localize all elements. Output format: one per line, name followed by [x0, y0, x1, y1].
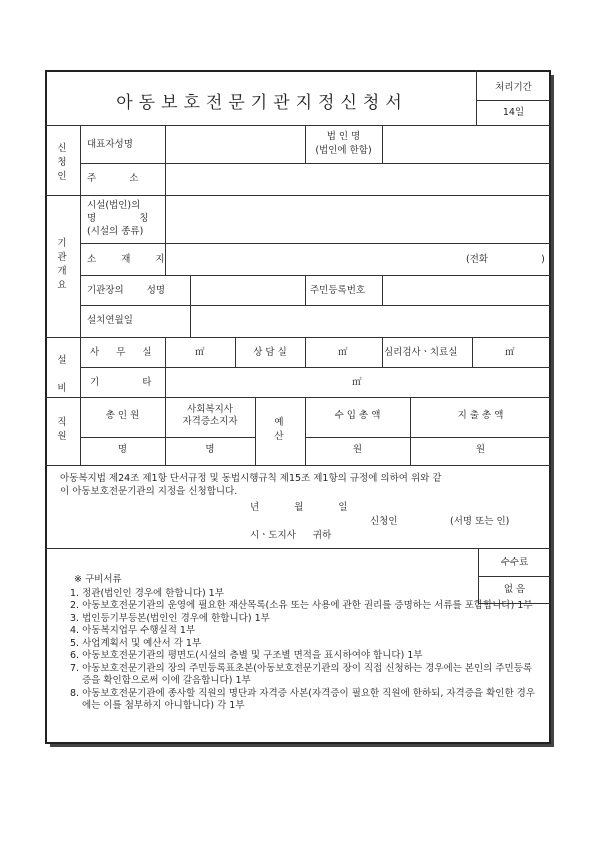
document-item-4: 4. 아동복지업무 수행실적 1부: [70, 625, 196, 636]
processing-period-label: 처리기간: [495, 82, 532, 93]
staff-section-label: [56, 416, 70, 444]
social-worker-unit: 명: [205, 444, 215, 455]
head-name-label: 기관장의 성명: [87, 285, 166, 296]
document-item-5: 5. 사업계획서 및 예산서 각 1부: [70, 637, 202, 649]
corp-name-note: (법인에 한함): [315, 145, 372, 156]
document-item-7: 7. 아동보호전문기관의 장의 주민등록표초본(아동보호전문기관의 장이 직접 신청하는 경우에는 본인의 주민등록증을 확인함으로써 이에 갈음합니다) 1부: [70, 662, 533, 686]
staff-section-text: 직원: [57, 417, 67, 442]
applicant-section-text: 신청인: [57, 143, 67, 182]
facility-section-text: 설비: [57, 355, 67, 394]
total-staff-unit: 명: [117, 444, 128, 455]
facility-name-label-1: 시설(법인)의: [87, 200, 141, 211]
form-title: 아동보호전문기관지정신청서: [116, 93, 408, 113]
office-label: 사 무 실: [90, 347, 152, 358]
budget-label: [273, 416, 287, 444]
required-documents-heading: ※ 구비서류: [74, 574, 122, 585]
social-worker-label-2: 자격증소지자: [182, 416, 238, 427]
agency-section-label: [56, 237, 70, 293]
recipient-label: 시ㆍ도지사 귀하: [250, 530, 332, 541]
therapy-room-unit: ㎡: [505, 347, 515, 358]
facility-name-label-3: (시설의 종류): [87, 226, 144, 237]
expense-total-label: 지 출 총 액: [457, 410, 504, 421]
budget-text: 예산: [274, 417, 284, 442]
form-shadow: [50, 744, 553, 747]
counsel-room-unit: ㎡: [338, 347, 348, 358]
other-label: 기 타: [90, 377, 152, 388]
corp-name-label: 법 인 명: [326, 131, 361, 142]
income-total-label: 수 입 총 액: [334, 410, 381, 421]
applicant-signature-label: 신청인: [370, 516, 398, 527]
phone-label: (전화 ): [466, 254, 545, 265]
facility-name-label-2: 명 칭: [87, 213, 149, 224]
agency-section-text: 기관개요: [57, 238, 67, 291]
document-item-8: 8. 아동보호전문기관에 종사할 직원의 명단과 자격증 사본(자격증이 필요한 직원에 한하되, 자격증을 확인한 경우에는 이를 첨부하지 아니합니다) 각 1부: [70, 687, 535, 711]
location-label: 소 재 지: [87, 254, 165, 265]
income-unit: 원: [352, 444, 363, 455]
document-item-2: 2. 아동보호전문기관의 운영에 필요한 재산목록(소유 또는 사용에 관한 권리를 증명하는 서류를 포함합니다) 1부: [70, 600, 533, 611]
signature-note: (서명 또는 인): [450, 516, 510, 527]
counsel-room-label: 상 담 실: [253, 347, 287, 358]
fee-label: 수수료: [500, 557, 529, 568]
application-date: 년 월 일: [250, 502, 348, 513]
expense-unit: 원: [475, 444, 486, 455]
declaration-line-2: 이 아동보호전문기관의 지정을 신청합니다.: [60, 486, 238, 497]
facility-section-label: [56, 347, 70, 403]
established-date-label: 설치연월일: [87, 315, 133, 326]
office-unit: ㎡: [195, 347, 205, 358]
rep-name-label: 대표자성명: [87, 139, 133, 150]
fee-value: 없 음: [503, 584, 526, 595]
other-unit: ㎡: [352, 377, 362, 388]
required-documents: [70, 574, 540, 713]
address-label: 주 소: [87, 173, 139, 184]
resident-no-label: 주민등록번호: [310, 285, 366, 296]
total-staff-label: 총 인 원: [105, 410, 140, 421]
form-shadow-right: [551, 75, 554, 747]
declaration-line-1: 아동복지법 제24조 제1항 단서규정 및 동법시행규칙 제15조 제1항의 규정에 의하여 위와 같: [60, 473, 442, 484]
applicant-section-label: [56, 142, 70, 184]
processing-period-value: 14일: [502, 107, 525, 118]
therapy-room-label: 심리검사ㆍ치료실: [384, 347, 458, 358]
social-worker-label-1: 사회복지사: [187, 404, 233, 415]
document-item-1: 1. 정관(법인인 경우에 한합니다) 1부: [70, 587, 224, 599]
document-item-3: 3. 법인등기부등본(법인인 경우에 한합니다) 1부: [70, 612, 270, 624]
document-item-6: 6. 아동보호전문기관의 평면도(시설의 층별 및 구조별 면적을 표시하여야 합니다) 1부: [70, 650, 423, 661]
